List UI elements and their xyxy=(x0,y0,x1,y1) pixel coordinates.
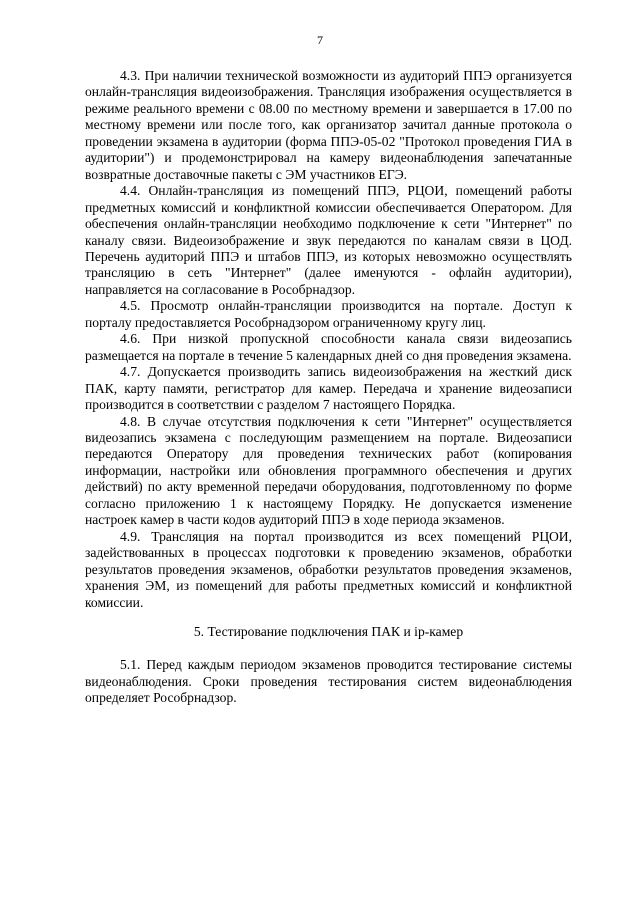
paragraph-4-8: 4.8. В случае отсутствия подключения к сети "Интернет" осуществляется видеозапись экзамена с последующим размещением на портале. Видеозаписи передаются Оператору для проведения технических работ (копирования информации, настройки или обновления программного обеспечения и других действий) по акту временной передачи оборудования, подготовленному по форме согласно приложению 1 к настоящему Порядку. Не допускается изменение настроек камер в части кодов аудиторий ППЭ в ходе периода экзаменов. xyxy=(85,413,572,528)
paragraph-4-7: 4.7. Допускается производить запись видеоизображения на жесткий диск ПАК, карту памяти, регистратор для камер. Передача и хранение видеозаписи производится в соответствии с разделом 7 настоящего Порядка. xyxy=(85,364,572,413)
paragraph-4-4: 4.4. Онлайн-трансляция из помещений ППЭ, РЦОИ, помещений работы предметных комиссий и конфликтной комиссии обеспечивается Оператором. Для обеспечения онлайн-трансляции необходимо подключение к сети "Интернет" по каналу связи. Видеоизображение и звук передаются по каналам связи в ЦОД. Перечень аудиторий ППЭ и штабов ППЭ, из которых невозможно осуществлять трансляцию в сеть "Интернет" (далее именуются - офлайн аудитории), направляется на согласование в Рособрнадзор. xyxy=(85,183,572,297)
page-number: 7 xyxy=(317,33,323,47)
paragraph-4-6: 4.6. При низкой пропускной способности канала связи видеозапись размещается на портале в течение 5 календарных дней со дня проведения экзамена. xyxy=(85,331,572,363)
paragraph-5-1: 5.1. Перед каждым периодом экзаменов проводится тестирование системы видеонаблюдения. Сроки проведения тестирования систем видеонаблюдения определяет Рособрнадзор. xyxy=(85,657,572,706)
document-body xyxy=(85,68,572,707)
paragraph-4-3: 4.3. При наличии технической возможности из аудиторий ППЭ организуется онлайн-трансляция видеоизображения. Трансляция изображения осуществляется в режиме реального времени с 08.00 по местному времени и завершается в 17.00 по местному времени или после того, как организатор зачитал данные протокола о проведении экзамена в аудитории (форма ППЭ-05-02 "Протокол проведения ГИА в аудитории") и продемонстрировал на камеру видеонаблюдения запечатанные возвратные доставочные пакеты с ЭМ участников ЕГЭ. xyxy=(85,68,572,182)
paragraph-4-9: 4.9. Трансляция на портал производится из всех помещений РЦОИ, задействованных в процессах подготовки к проведению экзаменов, обработки результатов проведения экзаменов, обработки результатов проведения экзаменов, хранения ЭМ, из помещений для работы предметных комиссий и конфликтной комиссии. xyxy=(85,528,572,610)
paragraph-4-5: 4.5. Просмотр онлайн-трансляции производится на портале. Доступ к порталу предоставляется Рособрнадзором ограниченному кругу лиц. xyxy=(85,298,572,330)
section-heading: 5. Тестирование подключения ПАК и ip-камер xyxy=(193,623,464,639)
